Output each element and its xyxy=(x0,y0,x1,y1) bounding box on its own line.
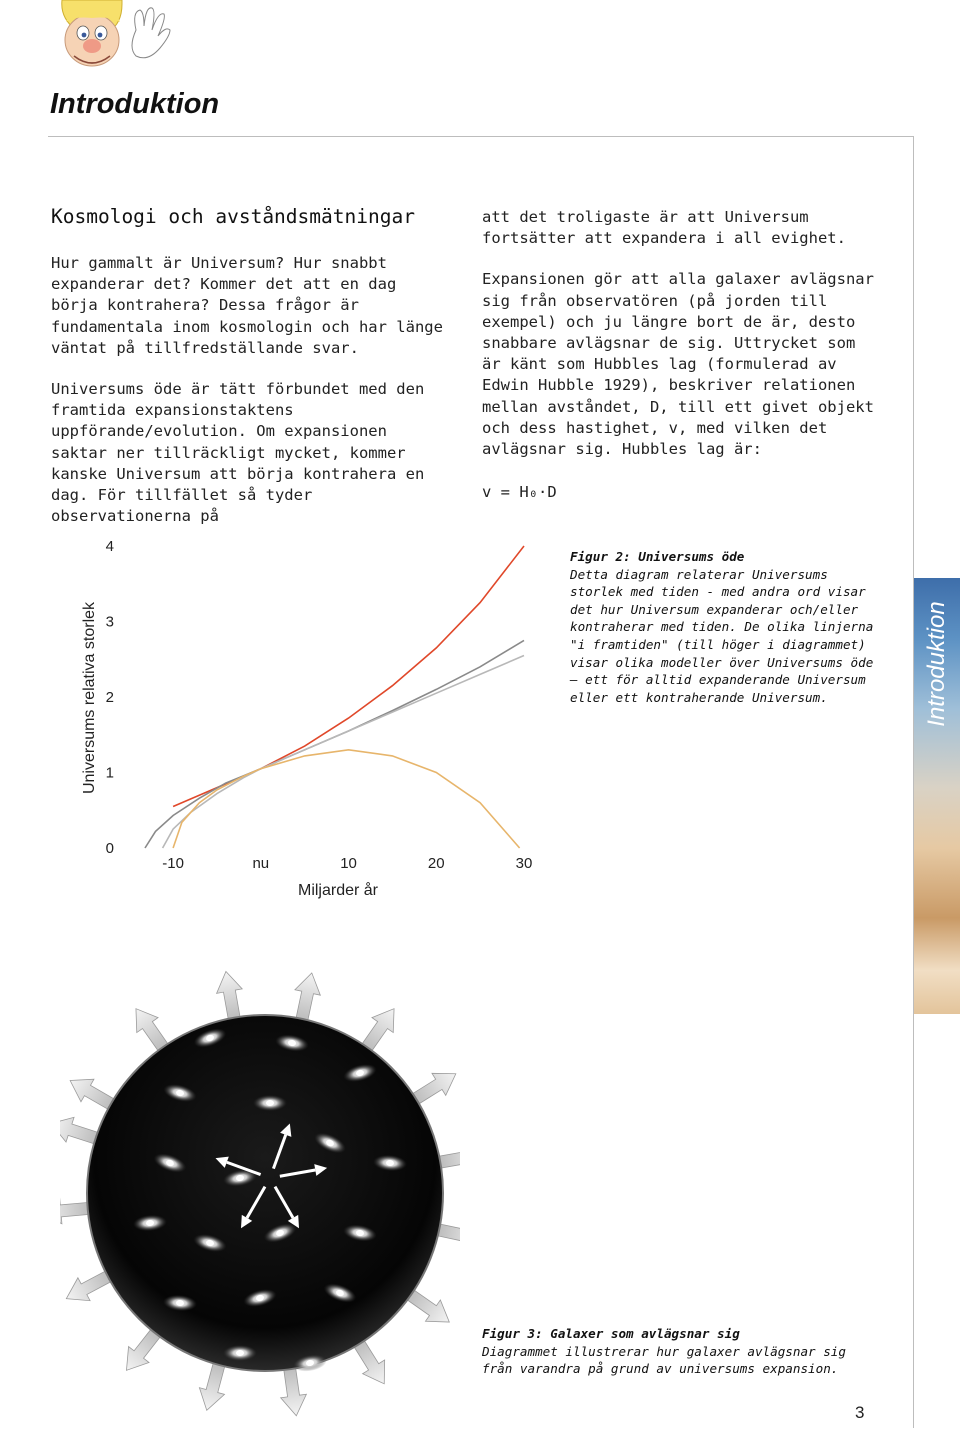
outward-arrow-icon xyxy=(60,1196,89,1226)
galaxy-icon xyxy=(253,1095,287,1111)
series-line-2 xyxy=(163,656,524,849)
paragraph: Expansionen gör att alla galaxer avlägsnar sig från observatören (på jorden till exempel) och ju längre bort de är, desto snabbare avlägsnar de sig. Uttrycket som är känt som Hubbles lag (formulerad av Edwin Hubble 1929), beskriver relationen mellan avståndet, D, till ett givet objekt och dess hastighet, v, med vilken det avlägsnar sig. Hubbles lag är: xyxy=(482,270,874,459)
frame-top-rule xyxy=(48,136,914,137)
x-tick-label: 30 xyxy=(515,855,533,872)
side-tab-label: Introduktion xyxy=(923,601,950,727)
series-line-1 xyxy=(145,640,524,848)
x-axis-label: Miljarder år xyxy=(297,882,379,899)
figure2-caption xyxy=(570,548,880,706)
arrow-shape xyxy=(194,1362,231,1414)
galaxy-core xyxy=(236,1350,244,1356)
galaxy-icon xyxy=(223,1345,257,1361)
figure3-caption-title: Figur 3: Galaxer som avlägsnar sig xyxy=(482,1326,740,1341)
figure3-caption xyxy=(482,1325,862,1378)
outward-arrow-icon xyxy=(289,970,324,1021)
arrow-shape xyxy=(60,1196,89,1226)
y-axis-label: Universums relativa storlek xyxy=(81,601,98,795)
x-tick-label: nu xyxy=(252,855,270,872)
section-heading: Kosmologi och avståndsmätningar xyxy=(51,205,415,228)
page-title: Introduktion xyxy=(50,88,220,120)
chart-ticks xyxy=(106,540,533,872)
outward-arrow-icon xyxy=(194,1362,231,1414)
body-column-left xyxy=(51,253,451,547)
body-column-right xyxy=(482,207,882,523)
y-tick-label: 0 xyxy=(105,840,114,857)
galaxy-expansion-illustration xyxy=(60,963,460,1433)
arrow-shape xyxy=(213,969,247,1020)
outward-arrow-icon xyxy=(277,1367,309,1417)
arrow-shape xyxy=(289,970,324,1021)
chart-series-group xyxy=(145,546,524,848)
series-line-3 xyxy=(173,750,519,848)
paragraph: Universums öde är tätt förbundet med den framtida expansionstaktens uppförande/evolution. Om expansionen saktar ner tillräckligt mycket, kommer kanske Universum att börja kontrahera en dag. För tillfället så tyder observationerna på xyxy=(51,380,425,526)
series-line-0 xyxy=(173,546,524,807)
paragraph: att det troligaste är att Universum fortsätter att expandera i all evighet. xyxy=(482,208,846,248)
formula: v = H₀·D xyxy=(482,483,557,502)
paragraph: Hur gammalt är Universum? Hur snabbt expanderar det? Kommer det att en dag börja kontrahera? Dessa frågor är fundamentala inom kosmologin och har länge väntat på tillfredställande svar. xyxy=(51,254,443,357)
figure2-caption-text: Detta diagram relaterar Universums storlek med tiden - med andra ord visar det hur Universum expanderar och/eller kontraherar med tiden. De olika linjerna "i framtiden" (till höger i diagrammet) visar olika modeller över Universums öde – ett för alltid expanderande Universum eller ett kontraherande Universum. xyxy=(570,566,874,705)
y-tick-label: 3 xyxy=(105,613,114,631)
y-tick-label: 1 xyxy=(105,764,114,782)
side-tab xyxy=(914,578,960,1014)
arrow-shape xyxy=(277,1367,309,1417)
y-tick-label: 2 xyxy=(105,689,114,706)
page-number: 3 xyxy=(855,1403,865,1422)
figure2-caption-title: Figur 2: Universums öde xyxy=(570,549,745,564)
universe-fate-chart xyxy=(78,540,538,905)
outward-arrow-icon xyxy=(213,969,247,1020)
galaxy-core xyxy=(266,1100,274,1106)
x-tick-label: 10 xyxy=(340,855,357,872)
mascot-logo xyxy=(52,0,182,86)
x-tick-label: -10 xyxy=(162,855,184,872)
universe-sphere xyxy=(87,1015,443,1371)
x-tick-label: 20 xyxy=(427,855,445,872)
y-tick-label: 4 xyxy=(105,540,114,555)
figure3-caption-text: Diagrammet illustrerar hur galaxer avlägsnar sig från varandra på grund av universums expansion. xyxy=(482,1343,846,1377)
